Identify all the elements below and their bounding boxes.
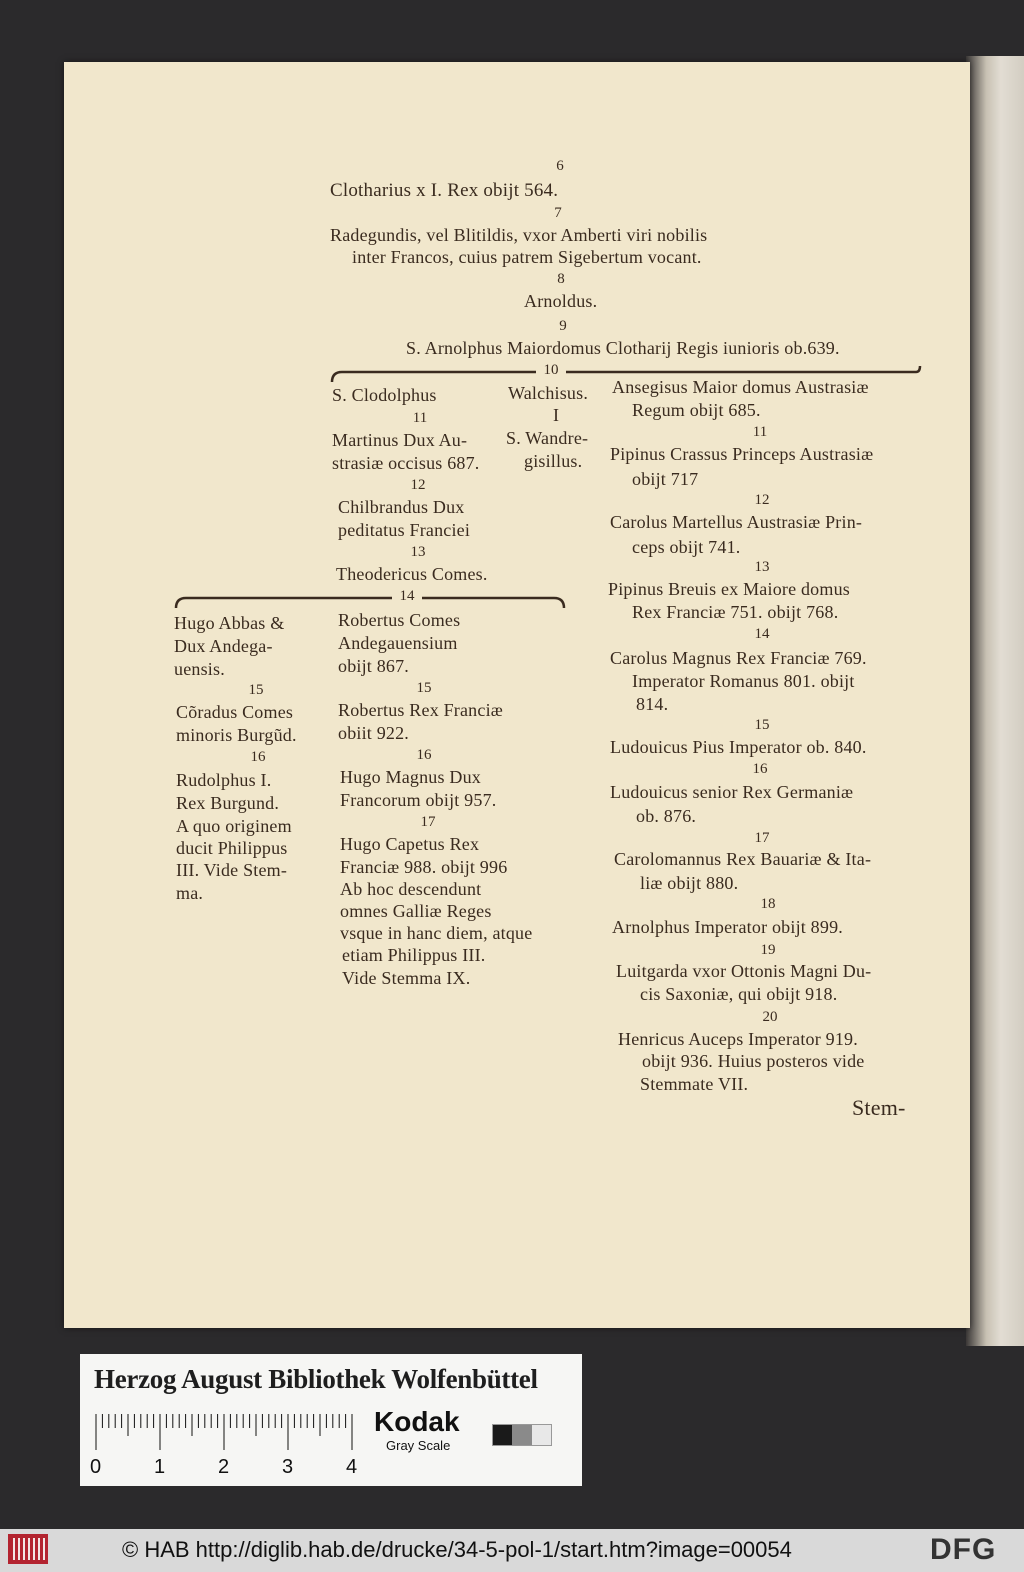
scale-ruler <box>94 1414 354 1450</box>
generation-number: 9 <box>559 318 567 334</box>
entry-robertus-rex-line1: Robertus Rex Franciæ <box>338 700 503 720</box>
ruler-label: 0 <box>90 1456 102 1478</box>
generation-number: 7 <box>554 205 562 221</box>
entry-hugo-capetus-line7: Vide Stemma IX. <box>342 968 471 988</box>
entry-henricus-line2: obijt 936. Huius posteros vide <box>642 1051 865 1071</box>
entry-carolus-martellus-line1: Carolus Martellus Austrasiæ Prin- <box>610 512 863 532</box>
entry-hugo-magnus-line1: Hugo Magnus Dux <box>340 767 481 787</box>
hab-logo-icon <box>8 1534 48 1564</box>
credit-strip <box>0 1529 1024 1572</box>
entry-hugo-capetus-line1: Hugo Capetus Rex <box>340 834 480 854</box>
entry-robertus-comes-line2: Andegauensium <box>338 633 458 653</box>
entry-robertus-comes-line3: obijt 867. <box>338 656 410 676</box>
entry-carolomannus-line1: Carolomannus Rex Bauariæ & Ita- <box>614 849 872 869</box>
entry-henricus-line1: Henricus Auceps Imperator 919. <box>618 1029 858 1049</box>
library-target-card <box>80 1354 582 1486</box>
entry-ansegisus-line1: Ansegisus Maior domus Austrasiæ <box>612 377 869 397</box>
gray-scale-swatches <box>492 1424 552 1446</box>
entry-ludouicus-senior-line2: ob. 876. <box>636 806 697 826</box>
entry-robertus-comes-line1: Robertus Comes <box>338 610 461 630</box>
catchword: Stem- <box>852 1095 906 1120</box>
generation-number: 12 <box>410 477 426 493</box>
entry-luitgarda-line2: cis Saxoniæ, qui obijt 918. <box>640 984 838 1004</box>
entry-hugo-abbas-line3: uensis. <box>174 659 225 679</box>
entry-pipinus-crassus-line1: Pipinus Crassus Princeps Austrasiæ <box>610 444 874 464</box>
entry-hugo-abbas-line2: Dux Andega- <box>174 636 273 656</box>
entry-rudolphus-line6: ma. <box>176 883 204 903</box>
generation-number: 15 <box>416 680 432 696</box>
generation-number: 14 <box>392 588 422 605</box>
entry-rudolphus-line4: ducit Philippus <box>176 838 288 858</box>
generation-number: 15 <box>754 717 770 733</box>
generation-number: 11 <box>752 424 768 440</box>
generation-number: 14 <box>754 626 770 642</box>
entry-hugo-capetus-line2: Franciæ 988. obijt 996 <box>340 857 508 877</box>
ruler-label: 2 <box>218 1456 230 1478</box>
entry-arnolphus: S. Arnolphus Maiordomus Clotharij Regis iunioris ob.639. <box>406 338 840 358</box>
entry-ludouicus-pius: Ludouicus Pius Imperator ob. 840. <box>610 737 867 757</box>
entry-arnolphus-imperator: Arnolphus Imperator obijt 899. <box>612 917 843 937</box>
entry-clotharius: Clotharius x I. Rex obijt 564. <box>330 180 559 201</box>
entry-rudolphus-line2: Rex Burgund. <box>176 793 280 813</box>
generation-number: 16 <box>250 749 266 765</box>
descent-bar: I <box>553 405 560 425</box>
entry-carolus-martellus-line2: ceps obijt 741. <box>632 537 741 557</box>
entry-wandregisillus-line2: gisillus. <box>524 451 583 471</box>
next-page-edge <box>966 56 1024 1346</box>
generation-number: 13 <box>410 544 426 560</box>
entry-hugo-capetus-line4: omnes Galliæ Reges <box>340 901 492 921</box>
entry-carolus-magnus-line2: Imperator Romanus 801. obijt <box>632 671 855 691</box>
entry-walchisus: Walchisus. <box>508 383 589 403</box>
entry-coradus-line2: minoris Burgũd. <box>176 725 297 745</box>
entry-rudolphus-line3: A quo originem <box>176 816 292 836</box>
entry-hugo-abbas-line1: Hugo Abbas & <box>174 613 285 633</box>
entry-rudolphus-line1: Rudolphus I. <box>176 770 272 790</box>
entry-hugo-capetus-line6: etiam Philippus III. <box>342 945 486 965</box>
entry-theodericus: Theodericus Comes. <box>336 564 488 584</box>
generation-number: 8 <box>557 271 565 287</box>
entry-chilbrandus-line2: peditatus Franciei <box>338 520 471 540</box>
ruler-label: 1 <box>154 1456 166 1478</box>
copyright-url[interactable]: © HAB http://diglib.hab.de/drucke/34-5-pol-1/start.htm?image=00054 <box>122 1537 792 1562</box>
entry-carolomannus-line2: liæ obijt 880. <box>640 873 739 893</box>
generation-number: 12 <box>754 492 770 508</box>
entry-arnoldus: Arnoldus. <box>524 291 598 311</box>
entry-radegundis-line2: inter Francos, cuius patrem Sigebertum vocant. <box>352 247 702 267</box>
generation-number: 16 <box>752 761 768 777</box>
generation-number: 17 <box>420 814 436 830</box>
generation-number: 18 <box>760 896 776 912</box>
entry-martinus-line1: Martinus Dux Au- <box>332 430 468 450</box>
entry-wandregisillus-line1: S. Wandre- <box>506 428 589 448</box>
generation-number: 17 <box>754 830 770 846</box>
generation-number: 10 <box>536 362 566 379</box>
entry-pipinus-breuis-line1: Pipinus Breuis ex Maiore domus <box>608 579 850 599</box>
entry-martinus-line2: strasiæ occisus 687. <box>332 453 480 473</box>
kodak-logo: Kodak <box>374 1406 460 1437</box>
entry-ansegisus-line2: Regum obijt 685. <box>632 400 761 420</box>
generation-number: 11 <box>412 410 428 426</box>
entry-carolus-magnus-line1: Carolus Magnus Rex Franciæ 769. <box>610 648 867 668</box>
generation-number: 15 <box>248 682 264 698</box>
entry-pipinus-crassus-line2: obijt 717 <box>632 469 699 489</box>
entry-ludouicus-senior-line1: Ludouicus senior Rex Germaniæ <box>610 782 854 802</box>
entry-luitgarda-line1: Luitgarda vxor Ottonis Magni Du- <box>616 961 872 981</box>
entry-hugo-magnus-line2: Francorum obijt 957. <box>340 790 497 810</box>
generation-number: 19 <box>760 942 776 958</box>
entry-clodolphus: S. Clodolphus <box>332 385 437 405</box>
generation-number: 13 <box>754 559 770 575</box>
entry-hugo-capetus-line3: Ab hoc descendunt <box>340 879 482 899</box>
book-page <box>64 62 970 1328</box>
generation-number: 6 <box>556 158 564 174</box>
library-name: Herzog August Bibliothek Wolfenbüttel <box>94 1364 538 1394</box>
entry-robertus-rex-line2: obiit 922. <box>338 723 410 743</box>
ruler-label: 3 <box>282 1456 294 1478</box>
entry-carolus-magnus-line3: 814. <box>636 694 669 714</box>
dfg-logo: DFG <box>930 1533 997 1566</box>
entry-coradus-line1: Cõradus Comes <box>176 702 294 722</box>
entry-pipinus-breuis-line2: Rex Franciæ 751. obijt 768. <box>632 602 839 622</box>
ruler-label: 4 <box>346 1456 358 1478</box>
generation-number: 16 <box>416 747 432 763</box>
entry-hugo-capetus-line5: vsque in hanc diem, atque <box>340 923 533 943</box>
entry-radegundis-line1: Radegundis, vel Blitildis, vxor Amberti viri nobilis <box>330 225 708 245</box>
entry-henricus-line3: Stemmate VII. <box>640 1074 749 1094</box>
entry-chilbrandus-line1: Chilbrandus Dux <box>338 497 465 517</box>
generation-number: 20 <box>762 1009 778 1025</box>
gray-scale-label: Gray Scale <box>386 1438 451 1453</box>
entry-rudolphus-line5: III. Vide Stem- <box>176 860 288 880</box>
